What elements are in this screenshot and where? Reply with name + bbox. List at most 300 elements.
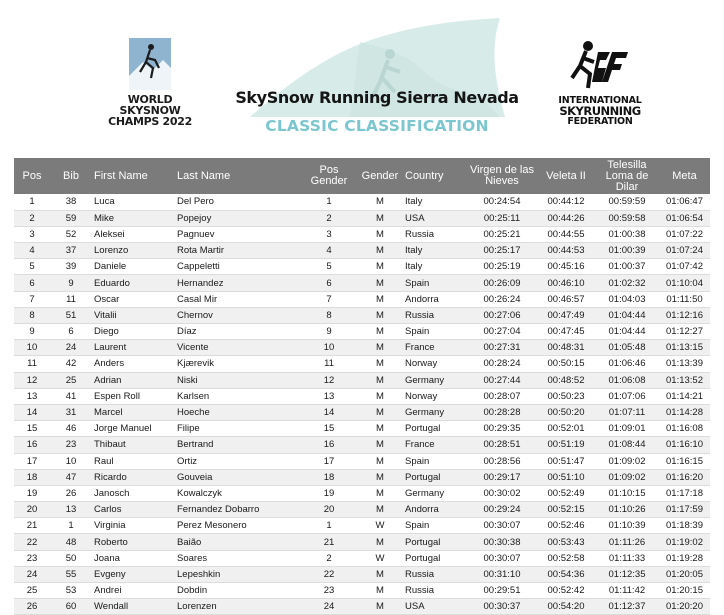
cell-virgen-de-las-nieves: 00:28:07 xyxy=(467,388,537,404)
cell-virgen-de-las-nieves: 00:30:38 xyxy=(467,534,537,550)
cell-telesilla-loma-de-dilar: 01:06:46 xyxy=(595,356,659,372)
cell-virgen-de-las-nieves: 00:26:09 xyxy=(467,275,537,291)
table-row xyxy=(14,404,710,420)
table-row xyxy=(14,583,710,599)
cell-country: Germany xyxy=(403,485,467,501)
cell-telesilla-loma-de-dilar: 01:11:42 xyxy=(595,583,659,599)
cell-meta: 01:14:21 xyxy=(659,388,710,404)
cell-meta: 01:06:47 xyxy=(659,194,710,210)
cell-country: Italy xyxy=(403,259,467,275)
cell-veleta-ii: 00:52:46 xyxy=(537,518,595,534)
cell-veleta-ii: 00:44:53 xyxy=(537,243,595,259)
cell-gender: M xyxy=(357,324,403,340)
cell-pos-gender: 4 xyxy=(301,243,357,259)
cell-virgen-de-las-nieves: 00:27:06 xyxy=(467,307,537,323)
cell-telesilla-loma-de-dilar: 01:09:02 xyxy=(595,453,659,469)
cell-country: Germany xyxy=(403,404,467,420)
cell-telesilla-loma-de-dilar: 01:02:32 xyxy=(595,275,659,291)
skier-logo-icon xyxy=(129,38,171,90)
cell-virgen-de-las-nieves: 00:25:21 xyxy=(467,226,537,242)
cell-last-name: Bertrand xyxy=(175,437,301,453)
cell-pos: 1 xyxy=(14,194,50,210)
cell-veleta-ii: 00:48:31 xyxy=(537,340,595,356)
cell-pos: 4 xyxy=(14,243,50,259)
cell-pos: 7 xyxy=(14,291,50,307)
cell-gender: M xyxy=(357,243,403,259)
cell-meta: 01:20:05 xyxy=(659,566,710,582)
table-row xyxy=(14,340,710,356)
cell-virgen-de-las-nieves: 00:27:44 xyxy=(467,372,537,388)
cell-bib: 42 xyxy=(50,356,92,372)
cell-telesilla-loma-de-dilar: 01:09:02 xyxy=(595,469,659,485)
cell-veleta-ii: 00:51:10 xyxy=(537,469,595,485)
cell-pos-gender: 5 xyxy=(301,259,357,275)
cell-first-name: Vitalii xyxy=(92,307,175,323)
cell-first-name: Adrian xyxy=(92,372,175,388)
cell-bib: 51 xyxy=(50,307,92,323)
cell-gender: M xyxy=(357,275,403,291)
logo-right-line-2: SKYRUNNING xyxy=(559,104,641,118)
cell-country: Andorra xyxy=(403,291,467,307)
cell-veleta-ii: 00:50:23 xyxy=(537,388,595,404)
cell-meta: 01:14:28 xyxy=(659,404,710,420)
table-body xyxy=(14,194,710,615)
cell-veleta-ii: 00:52:01 xyxy=(537,421,595,437)
cell-pos-gender: 16 xyxy=(301,437,357,453)
cell-country: Italy xyxy=(403,243,467,259)
cell-virgen-de-las-nieves: 00:27:04 xyxy=(467,324,537,340)
cell-meta: 01:06:54 xyxy=(659,210,710,226)
column-header-first-name: First Name xyxy=(94,169,148,182)
cell-virgen-de-las-nieves: 00:30:02 xyxy=(467,485,537,501)
cell-bib: 9 xyxy=(50,275,92,291)
column-header-veleta-ii: Veleta II xyxy=(546,169,586,182)
cell-pos-gender: 13 xyxy=(301,388,357,404)
cell-gender: M xyxy=(357,210,403,226)
cell-last-name: Lorenzen xyxy=(175,599,301,615)
cell-meta: 01:20:20 xyxy=(659,599,710,615)
cell-country: Norway xyxy=(403,388,467,404)
cell-bib: 47 xyxy=(50,469,92,485)
table-row xyxy=(14,291,710,307)
column-header-pos: Pos xyxy=(22,169,42,182)
table-row xyxy=(14,437,710,453)
cell-pos: 11 xyxy=(14,356,50,372)
cell-veleta-ii: 00:44:55 xyxy=(537,226,595,242)
cell-country: Spain xyxy=(403,453,467,469)
cell-pos-gender: 21 xyxy=(301,534,357,550)
cell-bib: 38 xyxy=(50,194,92,210)
cell-meta: 01:07:24 xyxy=(659,243,710,259)
cell-first-name: Lorenzo xyxy=(92,243,175,259)
cell-pos: 24 xyxy=(14,566,50,582)
table-row xyxy=(14,469,710,485)
page-header xyxy=(0,0,724,155)
cell-meta: 01:13:52 xyxy=(659,372,710,388)
cell-gender: M xyxy=(357,485,403,501)
table-row xyxy=(14,388,710,404)
cell-country: Portugal xyxy=(403,550,467,566)
cell-gender: M xyxy=(357,404,403,420)
cell-telesilla-loma-de-dilar: 01:04:44 xyxy=(595,307,659,323)
cell-first-name: Andrei xyxy=(92,583,175,599)
cell-virgen-de-las-nieves: 00:26:24 xyxy=(467,291,537,307)
cell-veleta-ii: 00:50:15 xyxy=(537,356,595,372)
cell-pos-gender: 20 xyxy=(301,502,357,518)
cell-last-name: Lepeshkin xyxy=(175,566,301,582)
cell-pos: 25 xyxy=(14,583,50,599)
cell-virgen-de-las-nieves: 00:25:19 xyxy=(467,259,537,275)
cell-veleta-ii: 00:54:36 xyxy=(537,566,595,582)
table-row xyxy=(14,453,710,469)
cell-bib: 10 xyxy=(50,453,92,469)
cell-virgen-de-las-nieves: 00:25:17 xyxy=(467,243,537,259)
cell-first-name: Wendall xyxy=(92,599,175,615)
cell-pos-gender: 1 xyxy=(301,518,357,534)
cell-pos: 13 xyxy=(14,388,50,404)
cell-pos: 10 xyxy=(14,340,50,356)
cell-meta: 01:13:39 xyxy=(659,356,710,372)
cell-telesilla-loma-de-dilar: 01:00:38 xyxy=(595,226,659,242)
cell-telesilla-loma-de-dilar: 01:11:33 xyxy=(595,550,659,566)
logo-right-line-3: FEDERATION xyxy=(567,116,633,127)
cell-bib: 46 xyxy=(50,421,92,437)
cell-meta: 01:13:15 xyxy=(659,340,710,356)
cell-pos: 12 xyxy=(14,372,50,388)
cell-first-name: Mike xyxy=(92,210,175,226)
cell-first-name: Laurent xyxy=(92,340,175,356)
cell-pos: 15 xyxy=(14,421,50,437)
cell-last-name: Hoeche xyxy=(175,404,301,420)
cell-bib: 48 xyxy=(50,534,92,550)
cell-last-name: Dobdin xyxy=(175,583,301,599)
cell-pos-gender: 6 xyxy=(301,275,357,291)
cell-country: France xyxy=(403,437,467,453)
cell-bib: 60 xyxy=(50,599,92,615)
table-row xyxy=(14,372,710,388)
cell-gender: M xyxy=(357,372,403,388)
cell-veleta-ii: 00:52:49 xyxy=(537,485,595,501)
cell-pos-gender: 8 xyxy=(301,307,357,323)
cell-first-name: Roberto xyxy=(92,534,175,550)
cell-country: Germany xyxy=(403,372,467,388)
cell-pos-gender: 18 xyxy=(301,469,357,485)
page-title: SkySnow Running Sierra Nevada xyxy=(235,88,519,107)
cell-last-name: Perez Mesonero xyxy=(175,518,301,534)
cell-veleta-ii: 00:46:10 xyxy=(537,275,595,291)
cell-meta: 01:19:02 xyxy=(659,534,710,550)
table-row xyxy=(14,550,710,566)
cell-telesilla-loma-de-dilar: 01:06:08 xyxy=(595,372,659,388)
cell-last-name: Gouveia xyxy=(175,469,301,485)
cell-bib: 53 xyxy=(50,583,92,599)
cell-veleta-ii: 00:53:43 xyxy=(537,534,595,550)
cell-bib: 6 xyxy=(50,324,92,340)
column-header-bib: Bib xyxy=(63,169,79,182)
table-row xyxy=(14,259,710,275)
cell-country: Andorra xyxy=(403,502,467,518)
cell-last-name: Rota Martir xyxy=(175,243,301,259)
cell-country: Spain xyxy=(403,275,467,291)
cell-meta: 01:18:39 xyxy=(659,518,710,534)
cell-country: Norway xyxy=(403,356,467,372)
cell-country: Spain xyxy=(403,518,467,534)
cell-last-name: Vicente xyxy=(175,340,301,356)
cell-virgen-de-las-nieves: 00:25:11 xyxy=(467,210,537,226)
cell-veleta-ii: 00:52:15 xyxy=(537,502,595,518)
cell-virgen-de-las-nieves: 00:29:35 xyxy=(467,421,537,437)
cell-meta: 01:07:42 xyxy=(659,259,710,275)
cell-virgen-de-las-nieves: 00:28:51 xyxy=(467,437,537,453)
cell-meta: 01:17:59 xyxy=(659,502,710,518)
cell-bib: 52 xyxy=(50,226,92,242)
table-row xyxy=(14,243,710,259)
cell-veleta-ii: 00:48:52 xyxy=(537,372,595,388)
cell-last-name: Díaz xyxy=(175,324,301,340)
cell-veleta-ii: 00:50:20 xyxy=(537,404,595,420)
cell-meta: 01:16:20 xyxy=(659,469,710,485)
cell-veleta-ii: 00:52:58 xyxy=(537,550,595,566)
cell-last-name: Fernandez Dobarro xyxy=(175,502,301,518)
cell-veleta-ii: 00:54:20 xyxy=(537,599,595,615)
column-header-pos-gender: Pos Gender xyxy=(310,164,348,187)
cell-pos-gender: 19 xyxy=(301,485,357,501)
cell-telesilla-loma-de-dilar: 01:10:26 xyxy=(595,502,659,518)
column-header-gender: Gender xyxy=(361,169,399,182)
column-header-telesilla-loma-de-dilar: Telesilla Loma de Dilar xyxy=(605,158,649,193)
cell-last-name: Del Pero xyxy=(175,194,301,210)
world-skysnow-champs-logo xyxy=(100,38,200,127)
logo-right-line-1: INTERNATIONAL xyxy=(558,95,642,106)
cell-gender: M xyxy=(357,437,403,453)
column-header-country: Country xyxy=(405,169,444,182)
cell-bib: 13 xyxy=(50,502,92,518)
logo-left-line-1: WORLD xyxy=(127,93,173,106)
cell-country: Portugal xyxy=(403,469,467,485)
cell-last-name: Baião xyxy=(175,534,301,550)
cell-country: Russia xyxy=(403,307,467,323)
cell-first-name: Thibaut xyxy=(92,437,175,453)
cell-country: Russia xyxy=(403,226,467,242)
logo-left-line-3: CHAMPS 2022 xyxy=(108,115,192,128)
cell-pos-gender: 24 xyxy=(301,599,357,615)
cell-pos-gender: 15 xyxy=(301,421,357,437)
cell-last-name: Karlsen xyxy=(175,388,301,404)
cell-last-name: Niski xyxy=(175,372,301,388)
cell-first-name: Eduardo xyxy=(92,275,175,291)
cell-gender: M xyxy=(357,194,403,210)
cell-pos-gender: 23 xyxy=(301,583,357,599)
cell-telesilla-loma-de-dilar: 00:59:59 xyxy=(595,194,659,210)
cell-veleta-ii: 00:46:57 xyxy=(537,291,595,307)
cell-first-name: Daniele xyxy=(92,259,175,275)
cell-bib: 37 xyxy=(50,243,92,259)
cell-virgen-de-las-nieves: 00:28:28 xyxy=(467,404,537,420)
cell-pos-gender: 7 xyxy=(301,291,357,307)
cell-country: Spain xyxy=(403,324,467,340)
table-row xyxy=(14,502,710,518)
cell-telesilla-loma-de-dilar: 01:04:44 xyxy=(595,324,659,340)
isf-federation-logo xyxy=(550,38,650,127)
table-row xyxy=(14,485,710,501)
cell-gender: M xyxy=(357,502,403,518)
cell-last-name: Hernandez xyxy=(175,275,301,291)
cell-telesilla-loma-de-dilar: 00:59:58 xyxy=(595,210,659,226)
cell-last-name: Soares xyxy=(175,550,301,566)
cell-first-name: Anders xyxy=(92,356,175,372)
cell-gender: M xyxy=(357,583,403,599)
cell-first-name: Janosch xyxy=(92,485,175,501)
cell-virgen-de-las-nieves: 00:27:31 xyxy=(467,340,537,356)
cell-virgen-de-las-nieves: 00:29:51 xyxy=(467,583,537,599)
cell-pos-gender: 1 xyxy=(301,194,357,210)
cell-first-name: Ricardo xyxy=(92,469,175,485)
cell-bib: 24 xyxy=(50,340,92,356)
cell-virgen-de-las-nieves: 00:24:54 xyxy=(467,194,537,210)
cell-meta: 01:11:50 xyxy=(659,291,710,307)
cell-veleta-ii: 00:47:49 xyxy=(537,307,595,323)
cell-first-name: Virginia xyxy=(92,518,175,534)
logo-left-line-2: SKYSNOW xyxy=(119,104,181,117)
page-subtitle: CLASSIC CLASSIFICATION xyxy=(265,117,489,135)
cell-pos-gender: 3 xyxy=(301,226,357,242)
cell-pos-gender: 12 xyxy=(301,372,357,388)
classification-table xyxy=(14,158,710,615)
table-row xyxy=(14,210,710,226)
cell-telesilla-loma-de-dilar: 01:11:26 xyxy=(595,534,659,550)
cell-telesilla-loma-de-dilar: 01:10:15 xyxy=(595,485,659,501)
cell-veleta-ii: 00:52:42 xyxy=(537,583,595,599)
cell-gender: M xyxy=(357,307,403,323)
cell-virgen-de-las-nieves: 00:28:56 xyxy=(467,453,537,469)
cell-last-name: Chernov xyxy=(175,307,301,323)
cell-virgen-de-las-nieves: 00:29:24 xyxy=(467,502,537,518)
cell-pos: 23 xyxy=(14,550,50,566)
cell-meta: 01:16:10 xyxy=(659,437,710,453)
table-row xyxy=(14,518,710,534)
cell-telesilla-loma-de-dilar: 01:09:01 xyxy=(595,421,659,437)
table-row xyxy=(14,356,710,372)
cell-meta: 01:12:27 xyxy=(659,324,710,340)
cell-first-name: Oscar xyxy=(92,291,175,307)
cell-pos: 21 xyxy=(14,518,50,534)
cell-gender: M xyxy=(357,291,403,307)
cell-meta: 01:20:15 xyxy=(659,583,710,599)
cell-first-name: Luca xyxy=(92,194,175,210)
cell-bib: 55 xyxy=(50,566,92,582)
cell-meta: 01:07:22 xyxy=(659,226,710,242)
cell-pos: 17 xyxy=(14,453,50,469)
cell-gender: M xyxy=(357,534,403,550)
cell-telesilla-loma-de-dilar: 01:12:35 xyxy=(595,566,659,582)
table-row xyxy=(14,566,710,582)
cell-pos: 9 xyxy=(14,324,50,340)
cell-virgen-de-las-nieves: 00:30:07 xyxy=(467,550,537,566)
cell-meta: 01:12:16 xyxy=(659,307,710,323)
cell-virgen-de-las-nieves: 00:30:07 xyxy=(467,518,537,534)
cell-bib: 59 xyxy=(50,210,92,226)
cell-first-name: Carlos xyxy=(92,502,175,518)
cell-bib: 41 xyxy=(50,388,92,404)
cell-country: Italy xyxy=(403,194,467,210)
cell-telesilla-loma-de-dilar: 01:10:39 xyxy=(595,518,659,534)
cell-last-name: Filipe xyxy=(175,421,301,437)
cell-first-name: Diego xyxy=(92,324,175,340)
cell-bib: 1 xyxy=(50,518,92,534)
cell-country: Russia xyxy=(403,566,467,582)
cell-gender: M xyxy=(357,566,403,582)
cell-pos: 3 xyxy=(14,226,50,242)
cell-telesilla-loma-de-dilar: 01:07:11 xyxy=(595,404,659,420)
cell-telesilla-loma-de-dilar: 01:04:03 xyxy=(595,291,659,307)
cell-country: Portugal xyxy=(403,534,467,550)
cell-veleta-ii: 00:47:45 xyxy=(537,324,595,340)
cell-pos: 19 xyxy=(14,485,50,501)
cell-veleta-ii: 00:44:12 xyxy=(537,194,595,210)
cell-first-name: Marcel xyxy=(92,404,175,420)
cell-gender: M xyxy=(357,388,403,404)
cell-last-name: Popejoy xyxy=(175,210,301,226)
table-row xyxy=(14,307,710,323)
cell-pos: 2 xyxy=(14,210,50,226)
cell-bib: 26 xyxy=(50,485,92,501)
cell-pos-gender: 22 xyxy=(301,566,357,582)
cell-meta: 01:16:15 xyxy=(659,453,710,469)
cell-pos: 16 xyxy=(14,437,50,453)
cell-gender: M xyxy=(357,599,403,615)
table-row xyxy=(14,226,710,242)
cell-last-name: Kowalczyk xyxy=(175,485,301,501)
table-row xyxy=(14,421,710,437)
cell-telesilla-loma-de-dilar: 01:00:39 xyxy=(595,243,659,259)
cell-pos: 18 xyxy=(14,469,50,485)
cell-first-name: Raul xyxy=(92,453,175,469)
cell-country: USA xyxy=(403,210,467,226)
cell-pos-gender: 10 xyxy=(301,340,357,356)
cell-first-name: Evgeny xyxy=(92,566,175,582)
cell-pos: 22 xyxy=(14,534,50,550)
cell-meta: 01:19:28 xyxy=(659,550,710,566)
cell-first-name: Espen Roll xyxy=(92,388,175,404)
cell-last-name: Pagnuev xyxy=(175,226,301,242)
cell-telesilla-loma-de-dilar: 01:00:37 xyxy=(595,259,659,275)
cell-veleta-ii: 00:45:16 xyxy=(537,259,595,275)
table-row xyxy=(14,324,710,340)
cell-virgen-de-las-nieves: 00:31:10 xyxy=(467,566,537,582)
cell-meta: 01:10:04 xyxy=(659,275,710,291)
cell-gender: M xyxy=(357,421,403,437)
cell-gender: M xyxy=(357,226,403,242)
isf-runner-icon xyxy=(550,38,650,94)
cell-bib: 25 xyxy=(50,372,92,388)
cell-pos-gender: 9 xyxy=(301,324,357,340)
cell-bib: 11 xyxy=(50,291,92,307)
cell-last-name: Casal Mir xyxy=(175,291,301,307)
cell-gender: M xyxy=(357,453,403,469)
cell-country: France xyxy=(403,340,467,356)
cell-pos: 20 xyxy=(14,502,50,518)
cell-veleta-ii: 00:51:47 xyxy=(537,453,595,469)
cell-gender: W xyxy=(357,518,403,534)
cell-first-name: Jorge Manuel xyxy=(92,421,175,437)
cell-telesilla-loma-de-dilar: 01:08:44 xyxy=(595,437,659,453)
column-header-virgen-de-las-nieves: Virgen de las Nieves xyxy=(469,164,534,187)
cell-virgen-de-las-nieves: 00:29:17 xyxy=(467,469,537,485)
cell-pos-gender: 2 xyxy=(301,550,357,566)
cell-bib: 31 xyxy=(50,404,92,420)
cell-pos-gender: 14 xyxy=(301,404,357,420)
cell-virgen-de-las-nieves: 00:30:37 xyxy=(467,599,537,615)
